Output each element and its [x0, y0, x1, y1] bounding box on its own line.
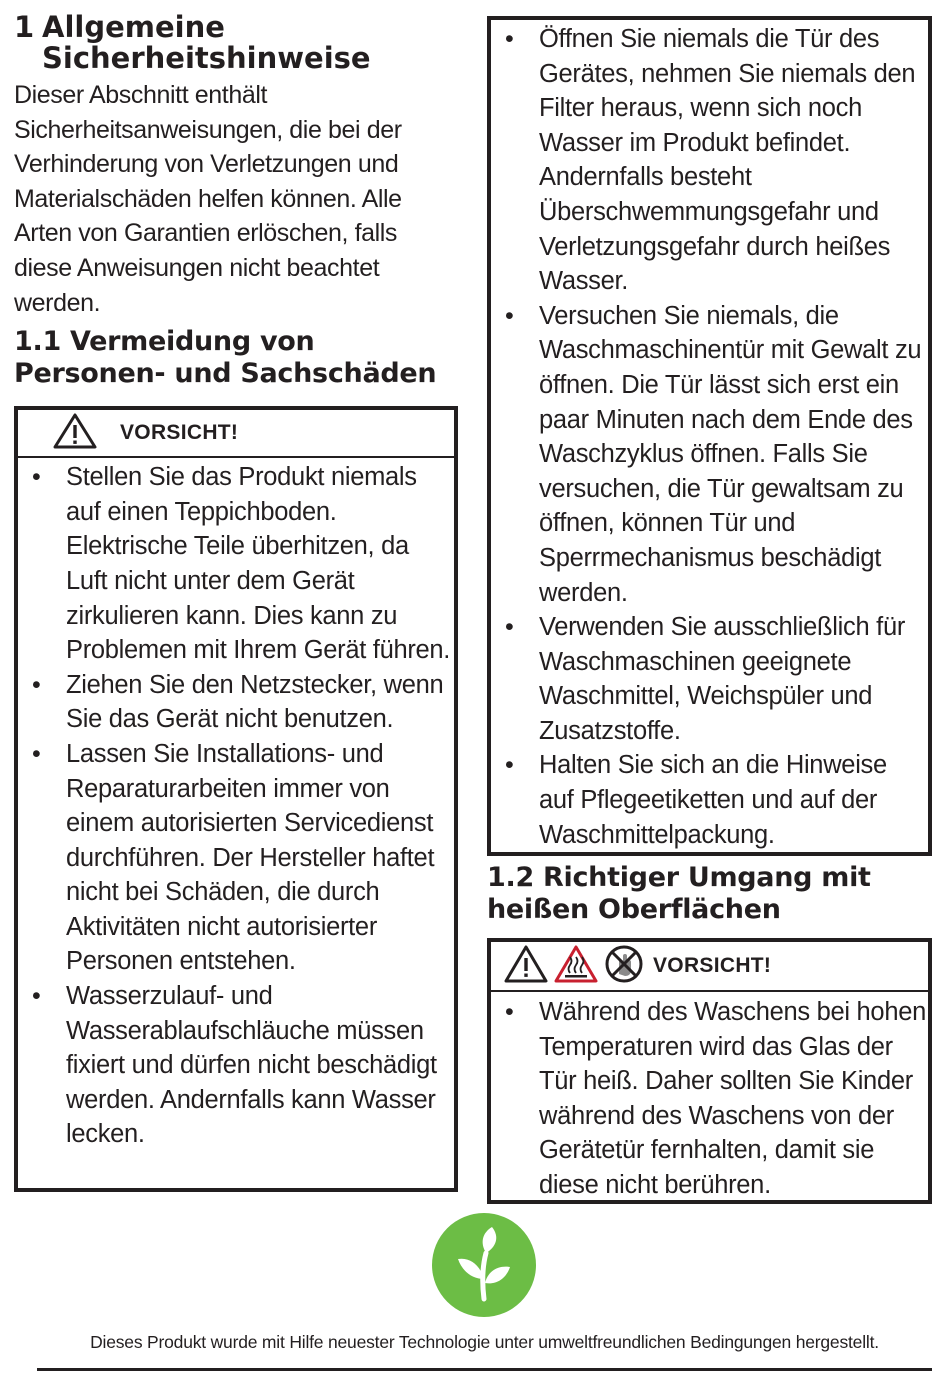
caution-list	[491, 992, 928, 1203]
footer-divider	[37, 1368, 932, 1371]
section-1-title-line2: Sicherheitshinweise	[42, 41, 371, 75]
caution-box-1-1	[14, 406, 458, 1192]
left-column	[14, 12, 458, 1192]
section-1-intro: Dieser Abschnitt enthält Sicherheitsanweisungen, die bei der Verhinderung von Verletzungen und Materialschäden helfen können. Alle Arten von Garantien erlöschen, falls diese Anweisungen nicht beachtet werden.	[14, 81, 402, 317]
caution-icons	[503, 944, 645, 989]
eco-leaf-icon	[432, 1213, 536, 1317]
caution-header	[18, 410, 454, 458]
list-item: • Stellen Sie das Produkt niemals auf einen Teppichboden. Elektrische Teile überhitzen, da Luft nicht unter dem Gerät zirkulieren kann. Dies kann zu Problemen mit Ihrem Gerät führen.	[18, 460, 454, 668]
list-item: • Verwenden Sie ausschließlich für Waschmaschinen geeignete Waschmittel, Weichspüler und Zusatzstoffe.	[491, 610, 928, 748]
warning-triangle-icon	[52, 412, 98, 455]
section-1-number: 1	[14, 10, 35, 44]
caution-list-continued	[491, 20, 928, 852]
footer-text: Dieses Produkt wurde mit Hilfe neuester Technologie unter umweltfreundlichen Bedingungen hergestellt.	[90, 1332, 879, 1352]
do-not-touch-icon	[603, 944, 645, 989]
caution-list	[18, 458, 454, 1152]
caution-box-1-1-continued	[487, 16, 932, 856]
section-1-1-heading: 1.1 Vermeidung von Personen- und Sachschäden	[14, 326, 437, 390]
caution-label: VORSICHT!	[653, 954, 772, 977]
section-1-title-line1: Allgemeine	[42, 10, 225, 44]
caution-header	[491, 942, 928, 992]
list-item: • Öffnen Sie niemals die Tür des Gerätes, nehmen Sie niemals den Filter heraus, wenn sich noch Wasser im Produkt befindet. Andernfalls besteht Überschwemmungsgefahr und Verletzungsgefahr durch heißes Wasser.	[491, 22, 928, 299]
caution-box-1-2	[487, 938, 932, 1204]
list-item: • Lassen Sie Installations- und Reparaturarbeiten immer von einem autorisierten Servicedienst durchführen. Der Hersteller haftet nicht bei Schäden, die durch Aktivitäten nicht autorisierter Personen entstehen.	[18, 737, 454, 979]
list-item: • Halten Sie sich an die Hinweise auf Pflegeetiketten und auf der Waschmittelpackung.	[491, 748, 928, 852]
list-item: • Ziehen Sie den Netzstecker, wenn Sie das Gerät nicht benutzen.	[18, 668, 454, 737]
caution-label: VORSICHT!	[120, 421, 239, 445]
list-item: • Während des Waschens bei hohen Temperaturen wird das Glas der Tür heiß. Daher sollten Sie Kinder während des Waschens von der Gerätetür fernhalten, damit sie diese nicht berühren.	[491, 995, 928, 1203]
section-1-2-heading: 1.2 Richtiger Umgang mit heißen Oberflächen	[487, 862, 871, 925]
section-1-heading	[14, 12, 458, 74]
warning-triangle-icon	[503, 944, 549, 989]
list-item: • Wasserzulauf- und Wasserablaufschläuche müssen fixiert und dürfen nicht beschädigt werden. Andernfalls kann Wasser lecken.	[18, 979, 454, 1152]
hot-surface-icon	[553, 944, 599, 989]
list-item: • Versuchen Sie niemals, die Waschmaschinentür mit Gewalt zu öffnen. Die Tür lässt sich erst ein paar Minuten nach dem Ende des Waschzyklus öffnen. Falls Sie versuchen, die Tür gewaltsam zu öffnen, können Tür und Sperrmechanismus beschädigt werden.	[491, 299, 928, 610]
right-column	[487, 16, 932, 1204]
